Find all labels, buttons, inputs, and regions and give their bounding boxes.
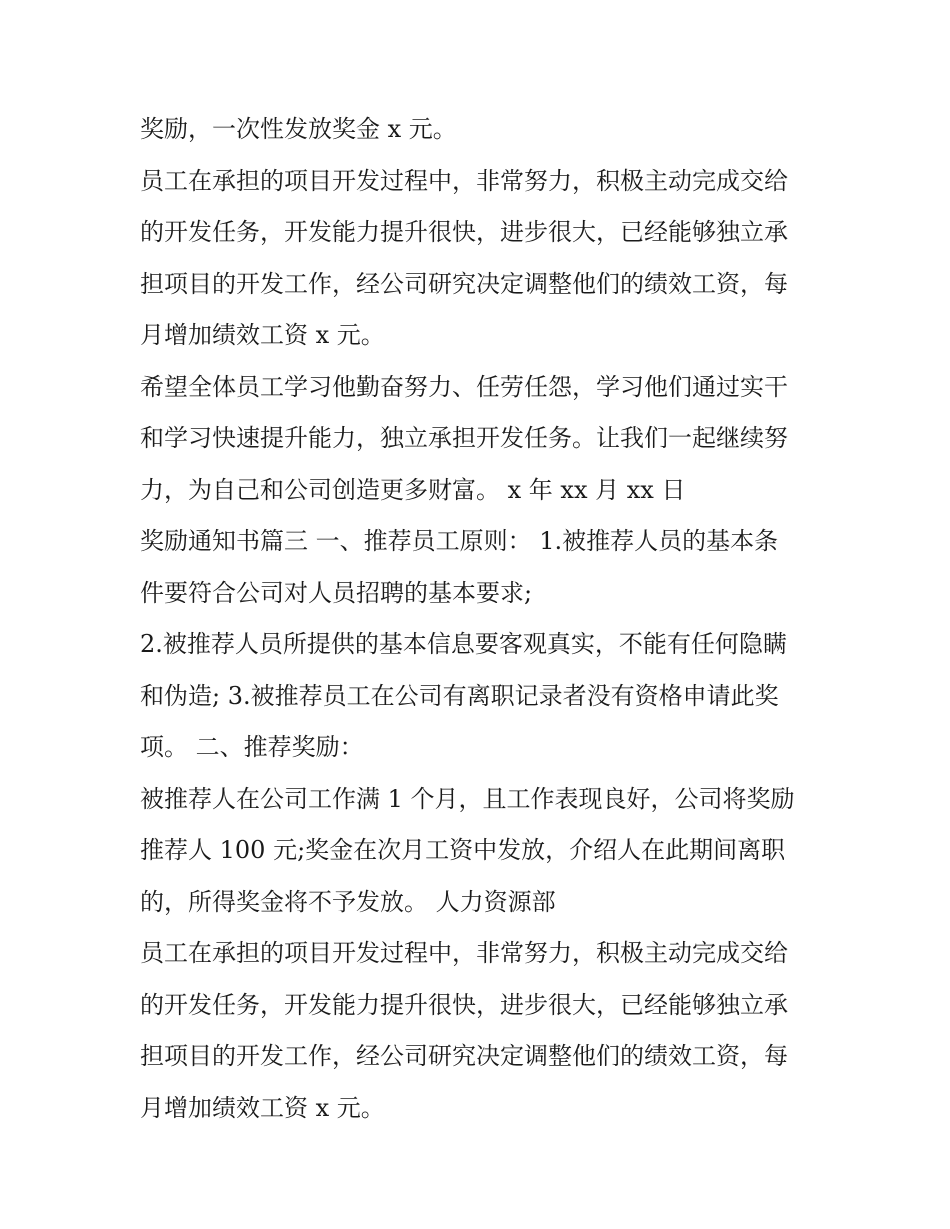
text-line-6: 希望全体员工学习他勤奋努力、任劳任怨，学习他们通过实干 [140,372,788,401]
document-body [140,104,820,1134]
text-line-9: 奖励通知书篇三 一、推荐员工原则： 1.被推荐人员的基本条 [140,527,779,555]
text-line-11: 2.被推荐人员所提供的基本信息要客观真实，不能有任何隐瞒 [140,630,787,658]
text-line-8: 力，为自己和公司创造更多财富。 x 年 xx 月 xx 日 [140,475,686,504]
text-line-10: 件要符合公司对人员招聘的基本要求; [140,578,533,607]
text-line-12: 和伪造; 3.被推荐员工在公司有离职记录者没有资格申请此奖 [140,681,779,710]
text-line-7: 和学习快速提升能力，独立承担开发任务。让我们一起继续努 [140,424,788,452]
text-line-20: 月增加绩效工资 x 元。 [140,1093,385,1122]
text-line-5: 月增加绩效工资 x 元。 [140,321,385,349]
text-line-2: 员工在承担的项目开发过程中，非常努力，积极主动完成交给 [140,166,788,195]
text-line-18: 的开发任务，开发能力提升很快，进步很大，已经能够独立承 [140,990,788,1019]
text-line-13: 项。 二、推荐奖励： [140,733,364,761]
text-line-17: 员工在承担的项目开发过程中，非常努力，积极主动完成交给 [140,939,788,967]
text-line-3: 的开发任务，开发能力提升很快，进步很大，已经能够独立承 [140,218,788,246]
text-line-4: 担项目的开发工作，经公司研究决定调整他们的绩效工资，每 [140,269,788,298]
text-line-15: 推荐人 100 元;奖金在次月工资中发放，介绍人在此期间离职 [140,836,786,864]
text-line-19: 担项目的开发工作，经公司研究决定调整他们的绩效工资，每 [140,1042,788,1070]
text-line-1: 奖励，一次性发放奖金 x 元。 [140,115,457,143]
text-line-14: 被推荐人在公司工作满 1 个月，且工作表现良好，公司将奖励 [140,784,795,813]
text-line-16: 的，所得奖金将不予发放。 人力资源部 [140,887,556,916]
